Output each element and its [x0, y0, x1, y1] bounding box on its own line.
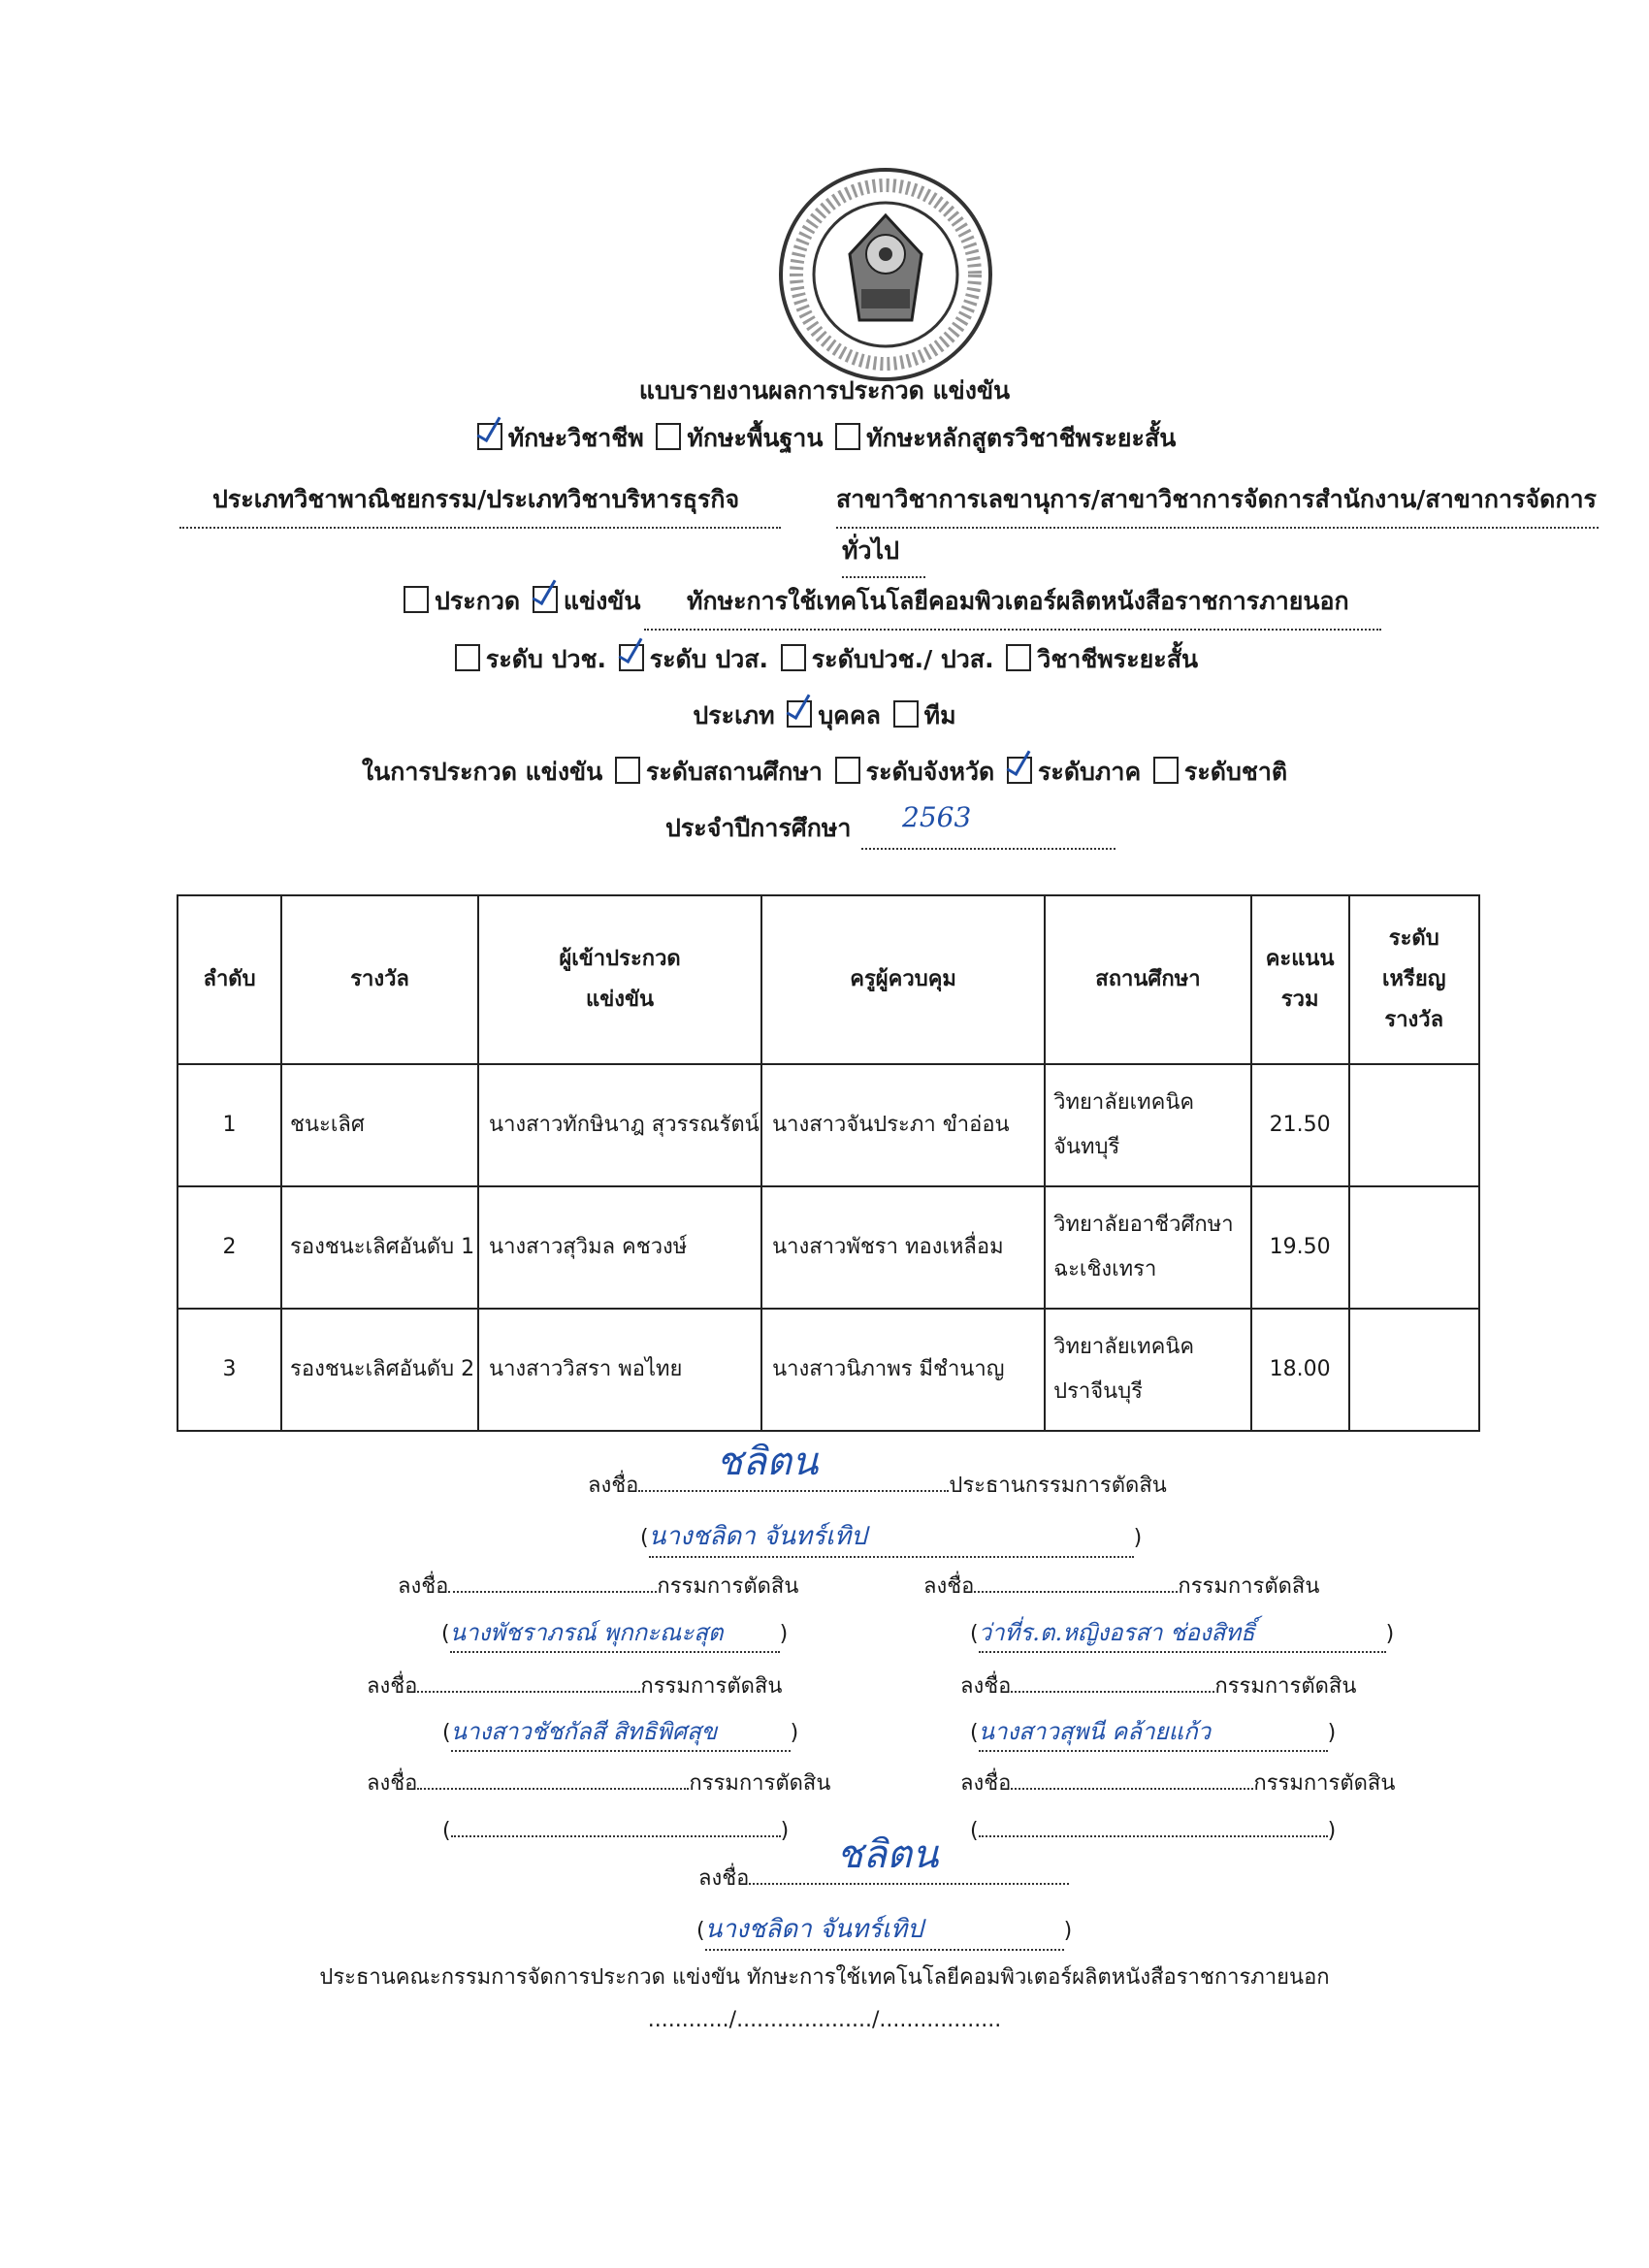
- skill-vocational-checkbox[interactable]: [477, 423, 502, 450]
- sign-label: ลงชื่อ: [588, 1474, 639, 1498]
- scope-national-checkbox[interactable]: [1153, 757, 1179, 784]
- row-order: 2: [178, 1186, 281, 1309]
- commission-seal-logo: [776, 165, 995, 384]
- chair-sign-row: [588, 1440, 1167, 1502]
- level-pvs-checkbox[interactable]: [619, 644, 644, 671]
- skill-basic-label: ทักษะพื้นฐาน: [687, 424, 824, 452]
- field-text: สาขาวิชาการเลขานุการ/สาขาวิชาการจัดการสำนักงาน/สาขาการจัดการ: [836, 485, 1597, 513]
- chair-signature: ชลิตน: [716, 1440, 819, 1484]
- col-header-school: สถานศึกษา: [1045, 895, 1251, 1064]
- row-school: วิทยาลัยเทคนิค ปราจีนบุรี: [1045, 1309, 1251, 1431]
- judge5-sign-row: [367, 1766, 830, 1799]
- col-header-medal: [1349, 895, 1480, 1064]
- judge6-role: กรรมการตัดสิน: [1253, 1771, 1396, 1796]
- scope-prefix: ในการประกวด แข่งขัน: [361, 758, 603, 786]
- academic-year-field[interactable]: [861, 801, 1116, 850]
- type-team-label: ทีม: [923, 701, 956, 729]
- judge1-name: นางพัชราภรณ์ พุกกะณะสุต: [449, 1619, 724, 1646]
- type-options-row: [0, 697, 1649, 735]
- row-contestant: นางสาววิสรา พอไทย: [478, 1309, 761, 1431]
- scope-region-label: ระดับภาค: [1037, 758, 1142, 786]
- scope-school-checkbox[interactable]: [615, 757, 640, 784]
- level-both-label: ระดับปวช./ ปวส.: [811, 645, 994, 673]
- col-header-award: รางวัล: [281, 895, 478, 1064]
- field-line: [836, 480, 1599, 529]
- judge2-role: กรรมการตัดสิน: [1178, 1574, 1320, 1599]
- footer-role: ประธานคณะกรรมการจัดการประกวด แข่งขัน ทักษะการใช้เทคโนโลยีคอมพิวเตอร์ผลิตหนังสือราชการภายนอก: [319, 1965, 1330, 1990]
- judge4-role: กรรมการตัดสิน: [1214, 1674, 1357, 1699]
- judge4-sign-row: [960, 1669, 1356, 1702]
- contest-competition-label: แข่งขัน: [563, 587, 641, 615]
- col-header-contestant: [478, 895, 761, 1064]
- category-text: ประเภทวิชาพาณิชยกรรม/ประเภทวิชาบริหารธุรกิจ: [212, 485, 740, 513]
- final-name-row: (นางชลิดา จันทร์เทิป ): [696, 1909, 1072, 1951]
- row-award: รองชนะเลิศอันดับ 1: [281, 1186, 478, 1309]
- col-header-score: [1251, 895, 1349, 1064]
- row-school: วิทยาลัยอาชีวศึกษา ฉะเชิงเทรา: [1045, 1186, 1251, 1309]
- chair-role: ประธานกรรมการตัดสิน: [949, 1474, 1167, 1498]
- field-cont-text: ทั่วไป: [842, 536, 899, 565]
- level-short-label: วิชาชีพระยะสั้น: [1037, 645, 1199, 673]
- judge3-sign-row: [367, 1669, 782, 1702]
- level-both-checkbox[interactable]: [781, 644, 806, 671]
- field-continued: [842, 532, 925, 578]
- row-award: ชนะเลิศ: [281, 1064, 478, 1186]
- row-order: 1: [178, 1064, 281, 1186]
- level-options-row: [0, 640, 1649, 679]
- contest-prakuad-checkbox[interactable]: [404, 586, 429, 613]
- academic-year-value: 2563: [902, 801, 972, 833]
- judge4-name: นางสาวสุพนี คล้ายแก้ว: [978, 1718, 1212, 1745]
- skill-options-row: [0, 419, 1649, 458]
- chair-name-row: (นางชลิดา จันทร์เทิป ): [640, 1516, 1142, 1558]
- form-title: แบบรายงานผลการประกวด แข่งขัน: [638, 376, 1011, 405]
- academic-year-label: ประจำปีการศึกษา: [665, 814, 852, 842]
- type-individual-label: บุคคล: [818, 701, 881, 729]
- scope-national-label: ระดับชาติ: [1183, 758, 1288, 786]
- scope-province-checkbox[interactable]: [835, 757, 860, 784]
- sign-label: ลงชื่อ: [923, 1574, 975, 1599]
- row-contestant: นางสาวสุวิมล คชวงษ์: [478, 1186, 761, 1309]
- judge6-signature-field[interactable]: [1011, 1766, 1253, 1790]
- sign-label: ลงชื่อ: [698, 1866, 750, 1891]
- skill-vocational-label: ทักษะวิชาชีพ: [507, 424, 644, 452]
- judge5-name-field[interactable]: [451, 1814, 781, 1837]
- judge2-signature-field[interactable]: [974, 1570, 1178, 1593]
- type-individual-checkbox[interactable]: [787, 700, 812, 728]
- row-medal: [1349, 1309, 1480, 1431]
- chair-signature-field[interactable]: [638, 1440, 949, 1492]
- sign-label: ลงชื่อ: [960, 1771, 1012, 1796]
- type-prefix: ประเภท: [693, 701, 775, 729]
- final-signature: ชลิตน: [836, 1832, 939, 1877]
- chair-name: นางชลิดา จันทร์เทิป: [648, 1522, 867, 1551]
- category-field: [179, 480, 781, 529]
- judge3-role: กรรมการตัดสิน: [640, 1674, 783, 1699]
- row-score: 21.50: [1251, 1064, 1349, 1186]
- contest-name-text: ทักษะการใช้เทคโนโลยีคอมพิวเตอร์ผลิตหนังสือราชการภายนอก: [687, 587, 1349, 615]
- scope-options-row: [0, 753, 1649, 792]
- contest-type-row: [400, 582, 640, 621]
- type-team-checkbox[interactable]: [893, 700, 919, 728]
- skill-basic-checkbox[interactable]: [656, 423, 681, 450]
- row-teacher: นางสาวจันประภา ขำอ่อน: [761, 1064, 1045, 1186]
- table-row: [178, 1309, 1479, 1431]
- row-teacher: นางสาวนิภาพร มีชำนาญ: [761, 1309, 1045, 1431]
- judge2-name: ว่าที่ร.ต.หญิงอรสา ช่องสิทธิ์: [978, 1619, 1255, 1646]
- judge1-sign-row: [398, 1569, 798, 1603]
- row-school: วิทยาลัยเทคนิค จันทบุรี: [1045, 1064, 1251, 1186]
- scope-province-label: ระดับจังหวัด: [865, 758, 995, 786]
- judge3-name-row: (นางสาวชัชกัลสี สิทธิพิศสุข ): [442, 1712, 798, 1752]
- row-score: 19.50: [1251, 1186, 1349, 1309]
- scope-region-checkbox[interactable]: [1007, 757, 1032, 784]
- judge4-name-row: (นางสาวสุพนี คล้ายแก้ว ): [970, 1712, 1336, 1752]
- judge2-sign-row: [923, 1569, 1319, 1603]
- table-row: [178, 1186, 1479, 1309]
- contest-prakuad-label: ประกวด: [435, 587, 521, 615]
- judge6-name-field[interactable]: [979, 1814, 1328, 1837]
- judge3-signature-field[interactable]: [417, 1669, 640, 1693]
- table-header-row: [178, 895, 1479, 1064]
- date-line[interactable]: ............/..................../..................: [647, 2008, 1002, 2032]
- sign-label: ลงชื่อ: [960, 1674, 1012, 1699]
- results-table: [177, 894, 1480, 1432]
- level-short-checkbox[interactable]: [1006, 644, 1031, 671]
- skill-short-course-label: ทักษะหลักสูตรวิชาชีพระยะสั้น: [866, 424, 1177, 452]
- col-header-contestant-text: ผู้เข้าประกวด แข่งขัน: [559, 947, 681, 1012]
- judge2-name-row: (ว่าที่ร.ต.หญิงอรสา ช่องสิทธิ์ ): [970, 1613, 1394, 1653]
- row-medal: [1349, 1064, 1480, 1186]
- row-contestant: นางสาวทักษินาฎ สุวรรณรัตน์: [478, 1064, 761, 1186]
- level-pvs-label: ระดับ ปวส.: [649, 645, 769, 673]
- table-row: [178, 1064, 1479, 1186]
- judge5-role: กรรมการตัดสิน: [689, 1771, 831, 1796]
- row-award: รองชนะเลิศอันดับ 2: [281, 1309, 478, 1431]
- row-score: 18.00: [1251, 1309, 1349, 1431]
- col-header-teacher: ครูผู้ควบคุม: [761, 895, 1045, 1064]
- judge5-signature-field[interactable]: [417, 1766, 689, 1790]
- judge4-signature-field[interactable]: [1011, 1669, 1214, 1693]
- col-header-medal-text: ระดับ เหรียญ รางวัล: [1382, 926, 1446, 1032]
- judge3-name: นางสาวชัชกัลสี สิทธิพิศสุข: [450, 1718, 718, 1745]
- skill-short-course-checkbox[interactable]: [835, 423, 860, 450]
- sign-label: ลงชื่อ: [398, 1574, 449, 1599]
- level-pvc-checkbox[interactable]: [455, 644, 480, 671]
- row-medal: [1349, 1186, 1480, 1309]
- scope-school-label: ระดับสถานศึกษา: [645, 758, 823, 786]
- contest-name-field: [644, 582, 1381, 631]
- sign-label: ลงชื่อ: [367, 1674, 418, 1699]
- final-name: นางชลิดา จันทร์เทิป: [704, 1915, 923, 1944]
- col-header-order: ลำดับ: [178, 895, 281, 1064]
- judge6-sign-row: [960, 1766, 1395, 1799]
- judge1-role: กรรมการตัดสิน: [657, 1574, 799, 1599]
- level-pvc-label: ระดับ ปวช.: [485, 645, 606, 673]
- final-sign-row: [698, 1832, 1069, 1895]
- row-order: 3: [178, 1309, 281, 1431]
- row-teacher: นางสาวพัชรา ทองเหลื่อม: [761, 1186, 1045, 1309]
- judge1-name-row: (นางพัชราภรณ์ พุกกะณะสุต ): [441, 1613, 788, 1653]
- col-header-score-text: คะแนน รวม: [1265, 947, 1335, 1012]
- sign-label: ลงชื่อ: [367, 1771, 418, 1796]
- judge1-signature-field[interactable]: [448, 1570, 657, 1593]
- judge6-name-row: ( ): [970, 1814, 1336, 1843]
- judge5-name-row: ( ): [442, 1814, 789, 1843]
- contest-competition-checkbox[interactable]: [533, 586, 558, 613]
- final-signature-field[interactable]: [749, 1832, 1069, 1885]
